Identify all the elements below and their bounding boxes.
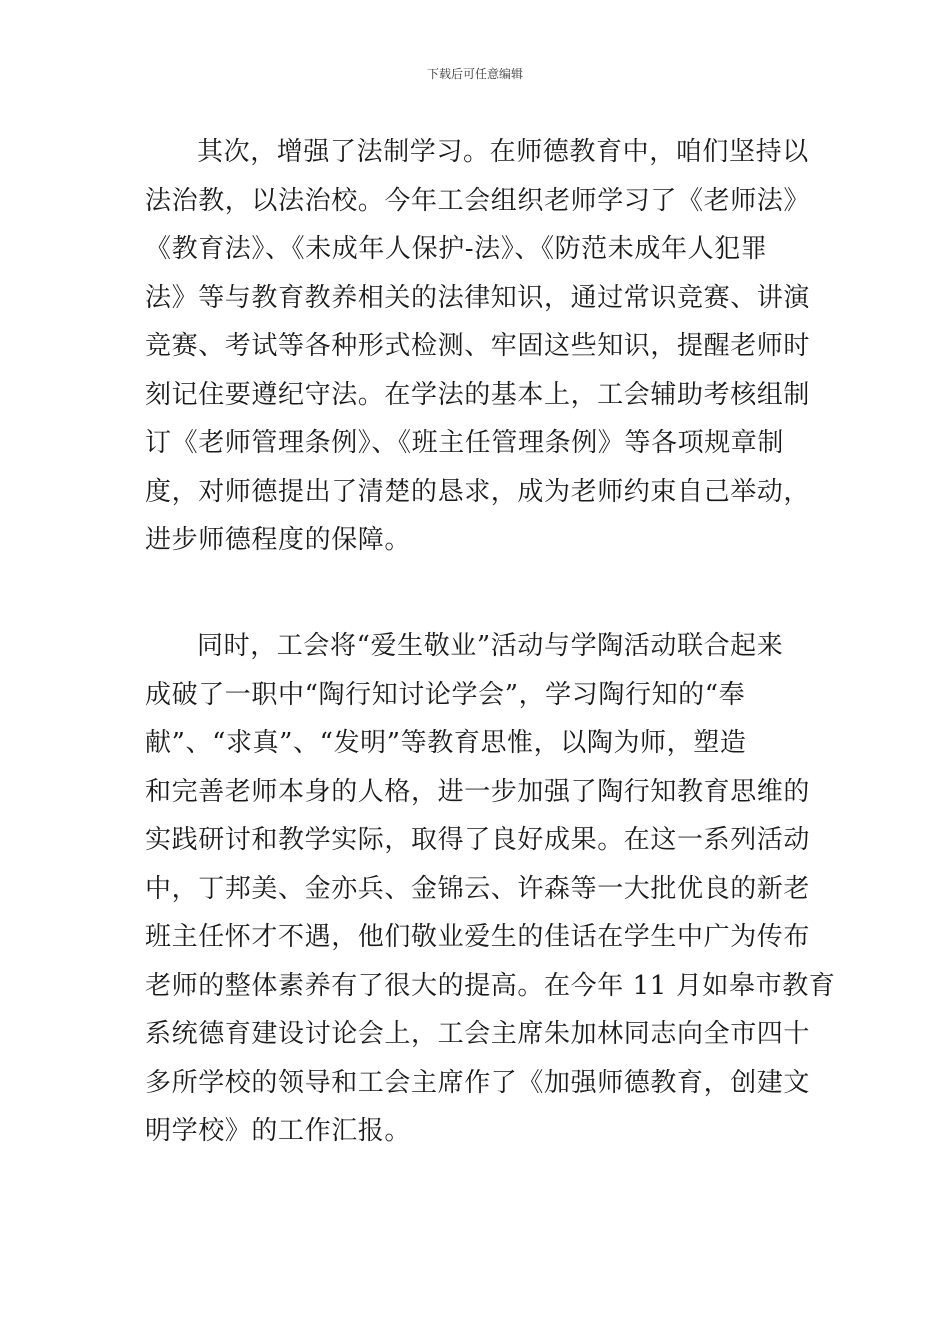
paragraph-line: 订《老师管理条例》、《班主任管理条例》等各项规章制 bbox=[145, 428, 785, 458]
page-header: 下载后可任意编辑 bbox=[426, 67, 523, 81]
paragraph-line: 同时，工会将“爱生敬业”活动与学陶活动联合起来 bbox=[197, 631, 784, 661]
paragraph-line: 系统德育建设讨论会上，工会主席朱加林同志向全市四十 bbox=[145, 1019, 811, 1049]
paragraph-line: 班主任怀才不遇，他们敬业爱生的佳话在学生中广为传布 bbox=[145, 922, 811, 952]
paragraph-line: 法》等与教育教养相关的法律知识，通过常识竞赛、讲演 bbox=[145, 282, 811, 313]
paragraph-line: 成破了一职中“陶行知讨论学会”，学习陶行知的“奉 bbox=[145, 679, 746, 710]
paragraph-line: 老师的整体素养有了很大的提高。在今年 11 月如皋市教育 bbox=[145, 970, 836, 1001]
paragraph-line: 实践研讨和教学实际，取得了良好成果。在这一系列活动 bbox=[145, 825, 811, 855]
paragraph-line: 竞赛、考试等各种形式检测、牢固这些知识，提醒老师时 bbox=[145, 331, 811, 361]
paragraph-line: 刻记住要遵纪守法。在学法的基本上，工会辅助考核组制 bbox=[145, 379, 811, 410]
paragraph-line: 度，对师德提出了清楚的恳求，成为老师约束自己举动， bbox=[145, 476, 811, 507]
paragraph-line: 《教育法》、《未成年人保护-法》、《防范未成年人犯罪 bbox=[145, 234, 768, 264]
paragraph-line: 和完善老师本身的人格，进一步加强了陶行知教育思维的 bbox=[145, 776, 811, 807]
paragraph-line: 进步师德程度的保障。 bbox=[145, 525, 412, 555]
paragraph-tao-xingzhi bbox=[145, 622, 836, 1156]
paragraph-legal-study bbox=[145, 128, 809, 565]
paragraph-line: 献”、“求真”、“发明”等教育思惟，以陶为师，塑造 bbox=[145, 728, 747, 758]
paragraph-line: 多所学校的领导和工会主席作了《加强师德教育，创建文 bbox=[145, 1067, 811, 1098]
paragraph-line: 其次，增强了法制学习。在师德教育中，咱们坚持以 bbox=[197, 137, 809, 167]
paragraph-line: 中，丁邦美、金亦兵、金锦云、许森等一大批优良的新老 bbox=[145, 873, 811, 904]
paragraph-line: 法治教，以法治校。今年工会组织老师学习了《老师法》 bbox=[145, 185, 811, 216]
paragraph-line: 明学校》的工作汇报。 bbox=[145, 1116, 412, 1146]
